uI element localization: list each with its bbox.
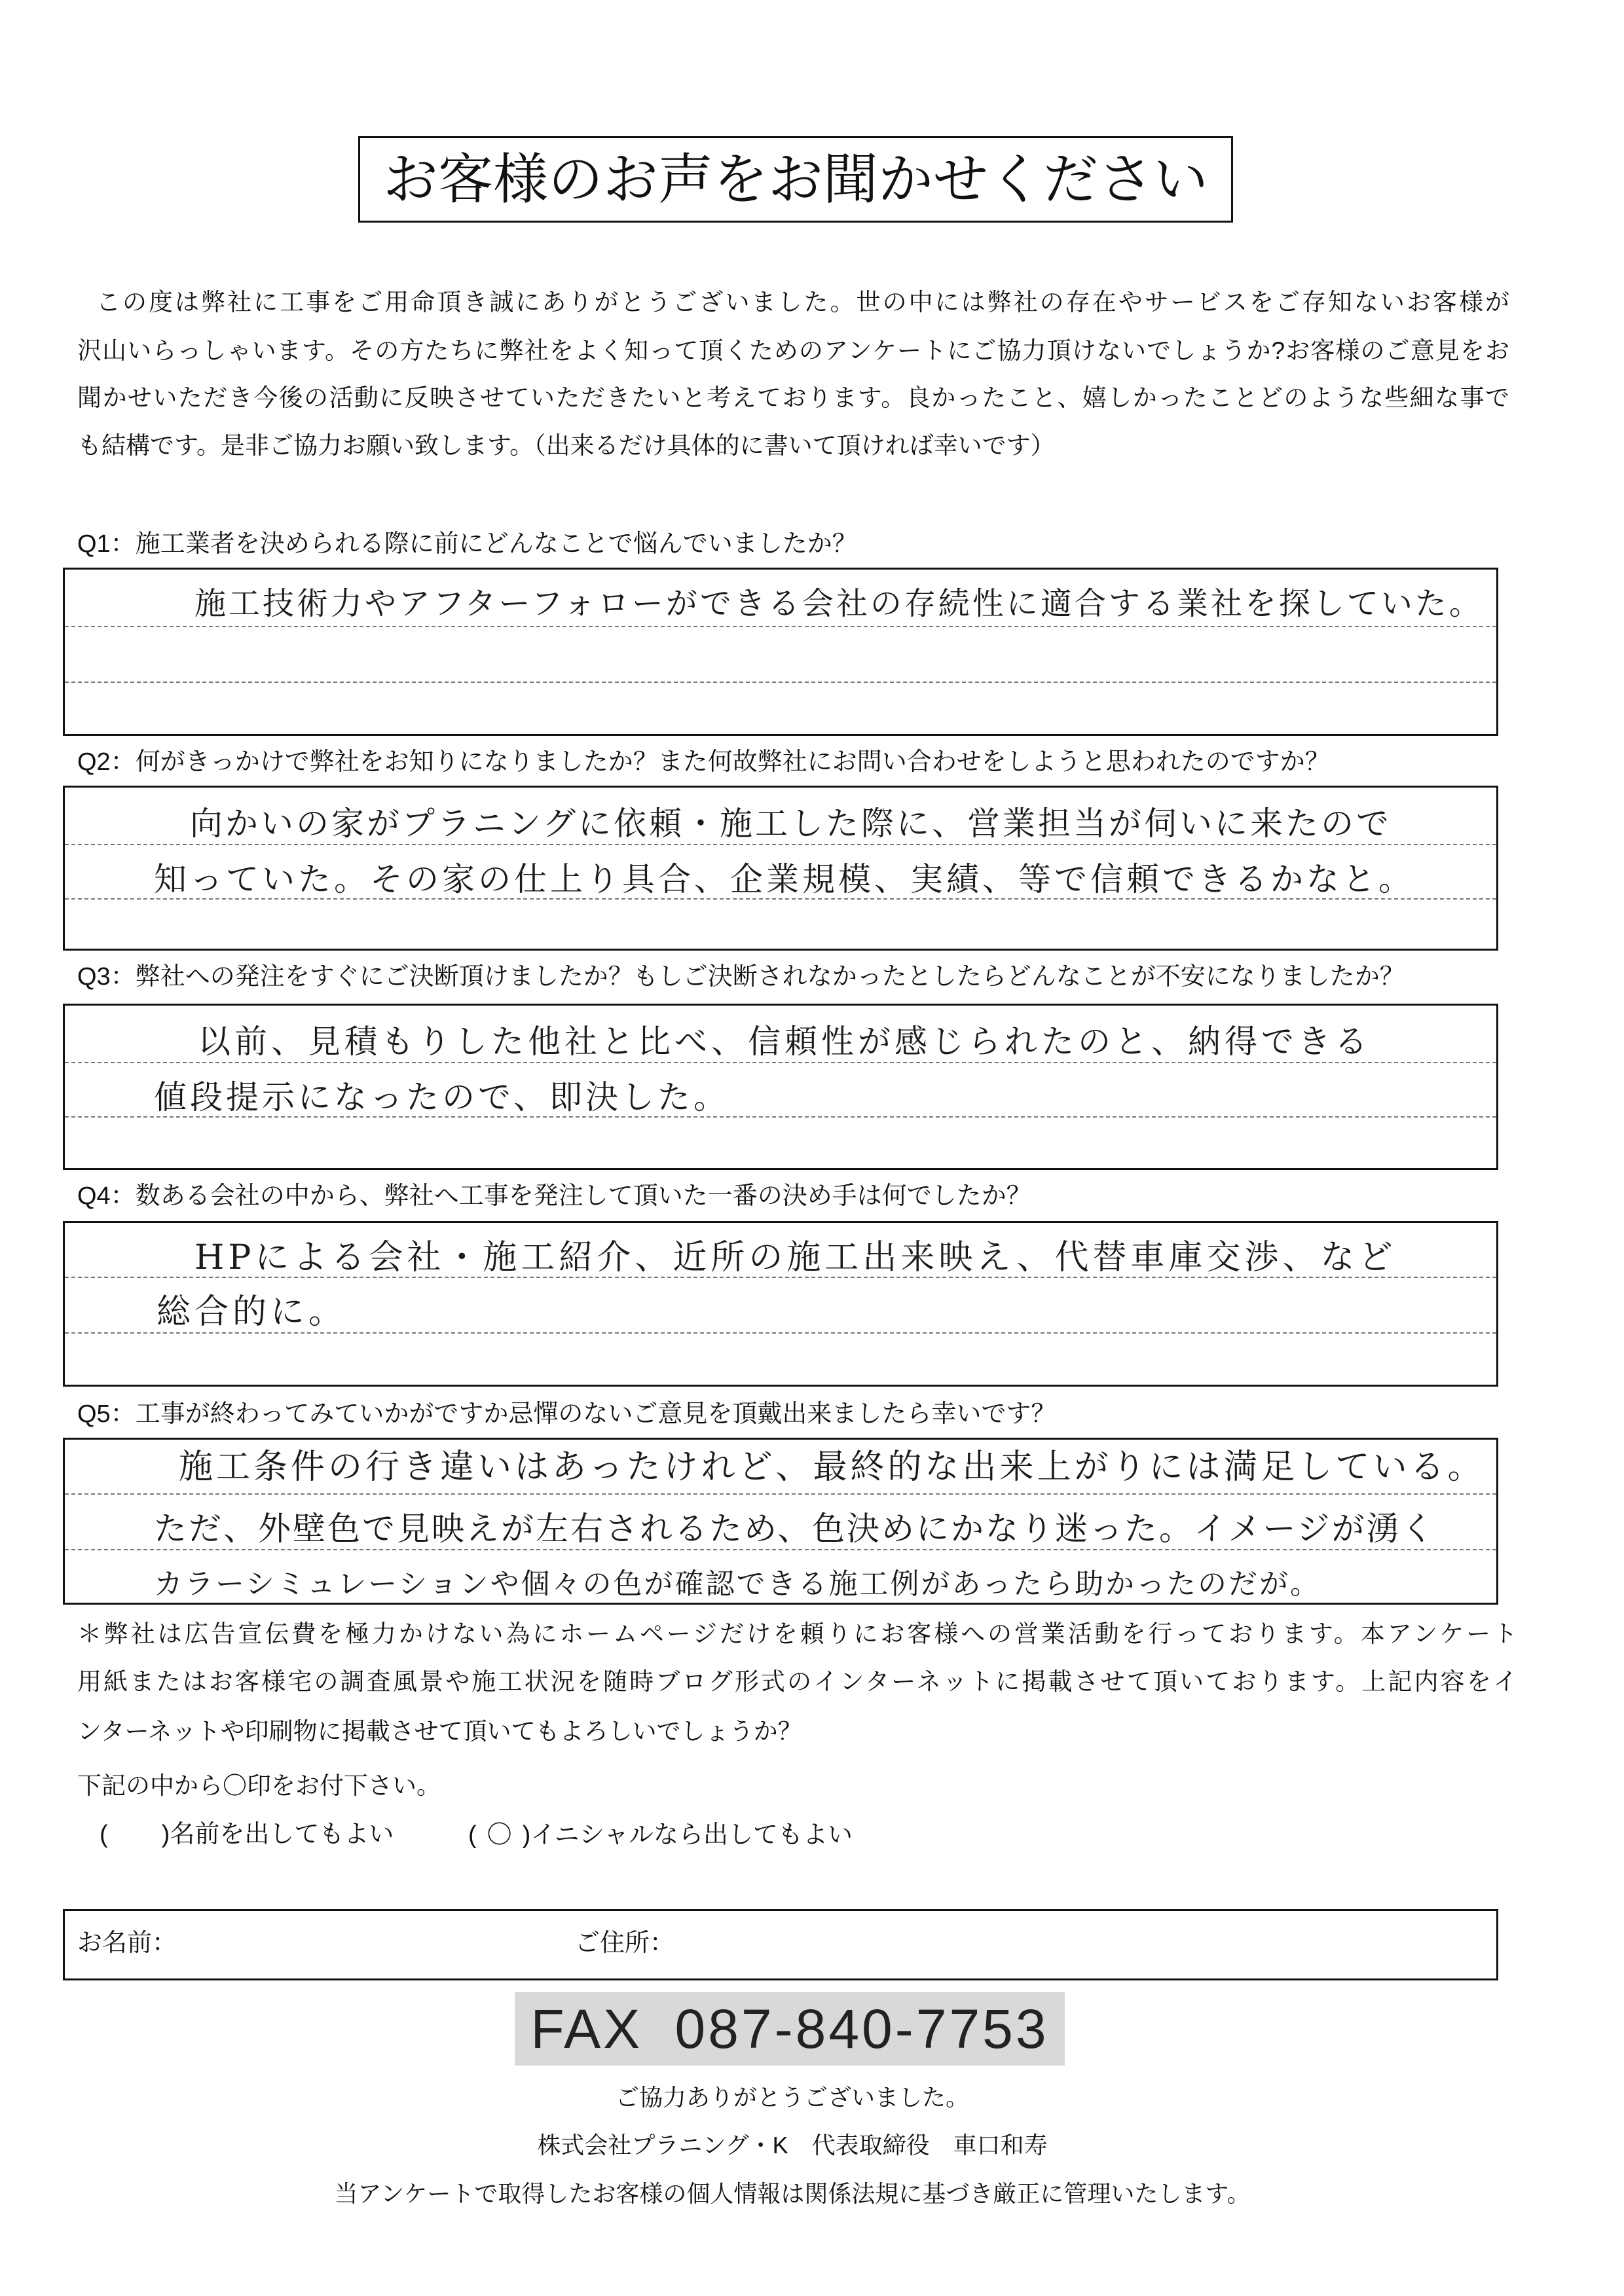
answer-4-line-1: HPによる会社・施工紹介、近所の施工出来映え、代替車庫交渉、など <box>194 1238 1397 1277</box>
contact-box <box>63 1909 1498 1980</box>
notice-line: 用紙またはお客様宅の調査風景や施工状況を随時ブログ形式のインターネットに掲載させて頂いております。上記内容をイ <box>77 1668 1517 1695</box>
answer-5-line-3: カラーシミュレーションや個々の色が確認できる施工例があったら助かったのだが。 <box>154 1567 1321 1601</box>
fax-number: FAX 087-840-7753 <box>530 1997 1049 2060</box>
footer-thanks: ご協力ありがとうございました。 <box>615 2084 969 2111</box>
ruled-line <box>65 626 1496 627</box>
answer-1-line-1: 施工技術力やアフターフォローができる会社の存続性に適合する業社を探していた。 <box>194 585 1483 622</box>
question-5-label: Q5：工事が終わってみていかがですか忌憚のないご意見を頂戴出来ましたら幸いです？ <box>77 1400 1056 1428</box>
ruled-line <box>65 844 1496 845</box>
ruled-line <box>65 1062 1496 1063</box>
question-4-label: Q4：数ある会社の中から、弊社へ工事を発注して頂いた一番の決め手は何でしたか？ <box>77 1182 1031 1210</box>
answer-5-line-1: 施工条件の行き違いはあったけれど、最終的な出来上がりには満足している。 <box>179 1448 1485 1487</box>
page-title: お客様のお声をお聞かせください <box>382 149 1208 210</box>
answer-3-line-1: 以前、見積もりした他社と比べ、信頼性が感じられたのと、納得できる <box>198 1023 1371 1061</box>
answer-3-line-2: 値段提示になったので、即決した。 <box>154 1078 729 1116</box>
option-open-paren: ( <box>100 1821 108 1848</box>
option-open-paren: ( <box>468 1821 477 1849</box>
name-label: お名前： <box>77 1929 177 1957</box>
ruled-line <box>65 1493 1496 1495</box>
option-mark-circle: 〇 <box>487 1820 512 1849</box>
intro-line: も結構です。是非ご協力お願い致します。（出来るだけ具体的に書いて頂ければ幸いです） <box>77 432 1055 459</box>
option-name-public <box>100 1819 394 1850</box>
intro-line: この度は弊社に工事をご用命頂き誠にありがとうございました。世の中には弊社の存在やサービスをご存知ないお客様が <box>96 289 1509 316</box>
ruled-line <box>65 682 1496 683</box>
answer-2-line-1: 向かいの家がプラニングに依頼・施工した際に、営業担当が伺いに来たので <box>190 805 1392 843</box>
title-box <box>358 136 1233 223</box>
footer-privacy: 当アンケートで取得したお客様の個人情報は関係法規に基づき厳正に管理いたします。 <box>334 2180 1251 2207</box>
intro-line: 聞かせいただき今後の活動に反映させていただきたいと考えております。良かったこと、嬉しかったことどのような些細な事で <box>77 384 1509 411</box>
option-close-paren: ) <box>161 1821 170 1848</box>
option-label: イニシャルなら出してもよい <box>530 1821 853 1849</box>
answer-2-line-2: 知っていた。その家の仕上り具合、企業規模、実績、等で信頼できるかなと。 <box>154 860 1414 898</box>
address-label: ご住所： <box>575 1929 675 1957</box>
notice-line: ンターネットや印刷物に掲載させて頂いてもよろしいでしょうか？ <box>77 1718 802 1745</box>
option-initials-public <box>468 1819 853 1850</box>
answer-4-line-2: 総合的に。 <box>157 1292 347 1332</box>
ruled-line <box>65 1549 1496 1550</box>
footer-company: 株式会社プラニング・K 代表取締役 車口和寿 <box>537 2132 1048 2159</box>
answer-5-line-2: ただ、外壁色で見映えが左右されるため、色決めにかなり迷った。イメージが湧く <box>154 1510 1436 1548</box>
question-2-label: Q2：何がきっかけで弊社をお知りになりましたか？また何故弊社にお問い合わせをしようと思われたのですか？ <box>77 748 1330 776</box>
notice-instruction: 下記の中から〇印をお付下さい。 <box>77 1772 441 1799</box>
question-1-label: Q1：施工業者を決められる際に前にどんなことで悩んでいましたか？ <box>77 530 857 558</box>
notice-line: ＊弊社は広告宣伝費を極力かけない為にホームページだけを頼りにお客様への営業活動を行っております。本アンケート <box>77 1620 1517 1647</box>
fax-box <box>515 1992 1065 2066</box>
option-label: 名前を出してもよい <box>170 1821 394 1848</box>
option-close-paren: ) <box>522 1821 531 1849</box>
intro-line: 沢山いらっしゃいます。その方たちに弊社をよく知って頂くためのアンケートにご協力頂けないでしょうか?お客様のご意見をお <box>77 337 1509 364</box>
question-3-label: Q3：弊社への発注をすぐにご決断頂けましたか？もしご決断されなかったとしたらどんなことが不安になりましたか？ <box>77 963 1405 991</box>
